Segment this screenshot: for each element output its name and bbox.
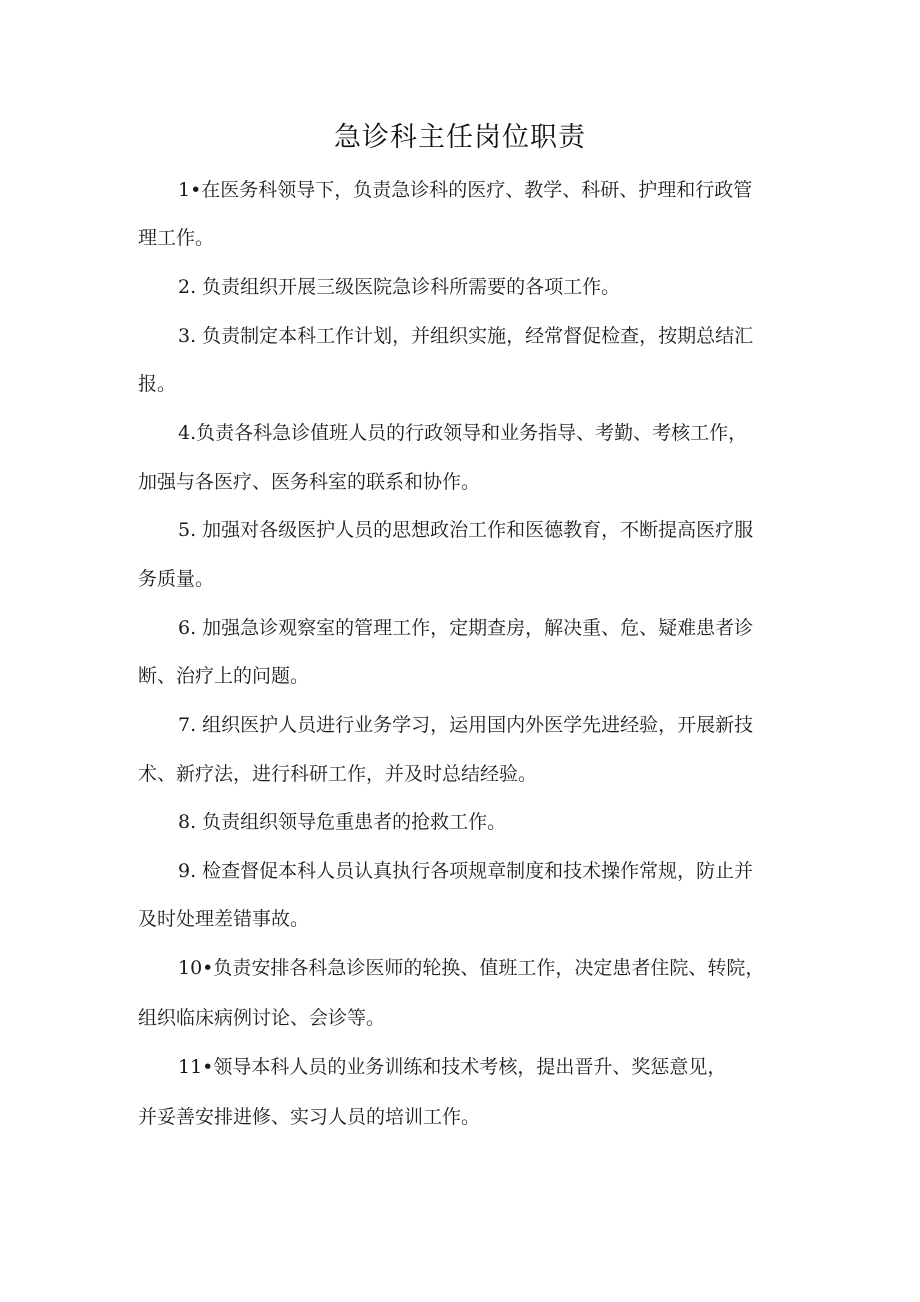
item-1-line-2: 理工作。 bbox=[138, 227, 215, 249]
item-6-line-1: 6. 加强急诊观察室的管理工作，定期查房，解决重、危、疑难患者诊 bbox=[178, 617, 754, 639]
item-7-line-1: 7. 组织医护人员进行业务学习，运用国内外医学先进经验，开展新技 bbox=[178, 714, 754, 736]
item-3-line-1: 3. 负责制定本科工作计划，并组织实施，经常督促检查，按期总结汇 bbox=[178, 325, 754, 347]
item-10-line-1: 10•负责安排各科急诊医师的轮换、值班工作，决定患者住院、转院， bbox=[178, 957, 765, 979]
item-9-line-1: 9. 检查督促本科人员认真执行各项规章制度和技术操作常规，防止并 bbox=[178, 860, 754, 882]
item-6-line-2: 断、治疗上的问题。 bbox=[138, 665, 310, 687]
item-9-line-2: 及时处理差错事故。 bbox=[138, 908, 310, 930]
item-1-line-1: 1•在医务科领导下，负责急诊科的医疗、教学、科研、护理和行政管 bbox=[178, 179, 753, 201]
item-4-line-2: 加强与各医疗、医务科室的联系和协作。 bbox=[138, 471, 481, 493]
item-8-line-1: 8. 负责组织领导危重患者的抢救工作。 bbox=[178, 811, 507, 833]
item-10-line-2: 组织临床病例讨论、会诊等。 bbox=[138, 1007, 386, 1029]
item-3-line-2: 报。 bbox=[138, 373, 177, 395]
item-7-line-2: 术、新疗法，进行科研工作，并及时总结经验。 bbox=[138, 763, 538, 785]
item-5-line-1: 5. 加强对各级医护人员的思想政治工作和医德教育，不断提高医疗服 bbox=[178, 519, 754, 541]
document-title: 急诊科主任岗位职责 bbox=[334, 122, 586, 153]
item-4-line-1: 4.负责各科急诊值班人员的行政领导和业务指导、考勤、考核工作， bbox=[178, 422, 748, 444]
item-5-line-2: 务质量。 bbox=[138, 568, 215, 590]
item-2-line-1: 2. 负责组织开展三级医院急诊科所需要的各项工作。 bbox=[178, 276, 621, 298]
item-11-line-1: 11•领导本科人员的业务训练和技术考核，提出晋升、奖惩意见， bbox=[178, 1056, 727, 1078]
item-11-line-2: 并妥善安排进修、实习人员的培训工作。 bbox=[138, 1106, 481, 1128]
